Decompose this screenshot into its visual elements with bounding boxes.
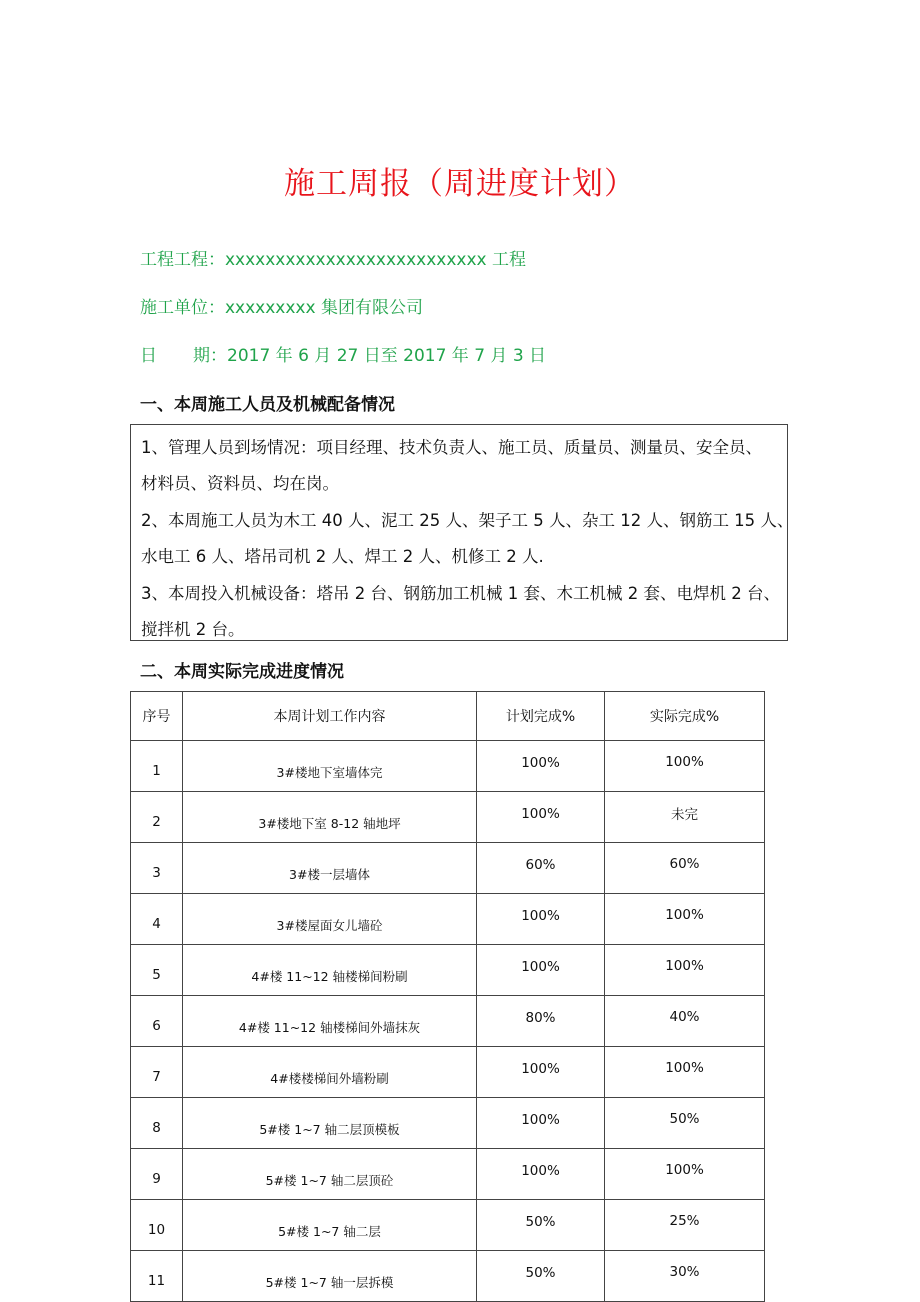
- row-number: 5: [131, 945, 183, 996]
- page-title: 施工周报（周进度计划）: [284, 166, 636, 202]
- progress-table-body: [131, 741, 765, 1302]
- table-row: [131, 843, 765, 894]
- project-label: 工程工程：: [140, 250, 225, 270]
- column-header-task: 本周计划工作内容: [183, 692, 477, 741]
- row-number: 11: [131, 1251, 183, 1302]
- row-actual-percent: 未完: [605, 792, 765, 843]
- row-actual-percent: 100%: [605, 894, 765, 945]
- column-header-plan: 计划完成%: [477, 692, 605, 741]
- date-line: [140, 341, 546, 366]
- row-actual-percent: 50%: [605, 1098, 765, 1149]
- progress-table: [130, 691, 765, 1302]
- row-number: 2: [131, 792, 183, 843]
- row-task: 4#楼楼梯间外墙粉刷: [183, 1047, 477, 1098]
- column-header-no: 序号: [131, 692, 183, 741]
- row-task: 3#楼地下室墙体完: [183, 741, 477, 792]
- row-planned-percent: 100%: [477, 945, 605, 996]
- unit-label: 施工单位：: [140, 298, 225, 318]
- row-actual-percent: 25%: [605, 1200, 765, 1251]
- row-task: 5#楼 1~7 轴二层顶模板: [183, 1098, 477, 1149]
- row-number: 6: [131, 996, 183, 1047]
- table-row: [131, 792, 765, 843]
- table-row: [131, 1251, 765, 1302]
- row-planned-percent: 100%: [477, 741, 605, 792]
- row-planned-percent: 80%: [477, 996, 605, 1047]
- project-value: xxxxxxxxxxxxxxxxxxxxxxxxxx 工程: [225, 250, 526, 270]
- summary-line: 水电工 6 人、塔吊司机 2 人、焊工 2 人、机修工 2 人.: [141, 547, 544, 566]
- row-planned-percent: 50%: [477, 1251, 605, 1302]
- row-task: 4#楼 11~12 轴楼梯间粉刷: [183, 945, 477, 996]
- row-task: 5#楼 1~7 轴一层拆模: [183, 1251, 477, 1302]
- summary-line: 2、本周施工人员为木工 40 人、泥工 25 人、架子工 5 人、杂工 12 人、钢筋工 15 人、: [141, 511, 794, 530]
- table-row: [131, 741, 765, 792]
- row-task: 3#楼屋面女儿墙砼: [183, 894, 477, 945]
- row-actual-percent: 100%: [605, 1047, 765, 1098]
- row-task: 3#楼一层墙体: [183, 843, 477, 894]
- row-actual-percent: 100%: [605, 1149, 765, 1200]
- row-actual-percent: 100%: [605, 945, 765, 996]
- table-row: [131, 1098, 765, 1149]
- section2-heading: 二、本周实际完成进度情况: [140, 662, 344, 682]
- row-actual-percent: 30%: [605, 1251, 765, 1302]
- row-task: 3#楼地下室 8-12 轴地坪: [183, 792, 477, 843]
- project-line: [140, 245, 526, 270]
- table-row: [131, 1149, 765, 1200]
- row-planned-percent: 100%: [477, 1098, 605, 1149]
- unit-line: [140, 293, 423, 318]
- row-planned-percent: 50%: [477, 1200, 605, 1251]
- table-row: [131, 945, 765, 996]
- row-number: 9: [131, 1149, 183, 1200]
- date-label-second: 期：: [193, 346, 227, 366]
- row-planned-percent: 100%: [477, 1149, 605, 1200]
- row-actual-percent: 60%: [605, 843, 765, 894]
- summary-line: 搅拌机 2 台。: [141, 620, 245, 639]
- row-task: 4#楼 11~12 轴楼梯间外墙抹灰: [183, 996, 477, 1047]
- summary-line: 材料员、资料员、均在岗。: [141, 474, 339, 493]
- row-number: 8: [131, 1098, 183, 1149]
- row-number: 10: [131, 1200, 183, 1251]
- table-row: [131, 1047, 765, 1098]
- row-actual-percent: 40%: [605, 996, 765, 1047]
- row-planned-percent: 100%: [477, 894, 605, 945]
- section1-heading: 一、本周施工人员及机械配备情况: [140, 395, 395, 415]
- date-value: 2017 年 6 月 27 日至 2017 年 7 月 3 日: [227, 346, 547, 366]
- row-number: 7: [131, 1047, 183, 1098]
- table-header-row: [131, 692, 765, 741]
- row-planned-percent: 60%: [477, 843, 605, 894]
- date-label-first: 日: [140, 346, 157, 366]
- summary-line: 3、本周投入机械设备：塔吊 2 台、钢筋加工机械 1 套、木工机械 2 套、电焊机 2 台、: [141, 584, 780, 603]
- table-row: [131, 1200, 765, 1251]
- row-actual-percent: 100%: [605, 741, 765, 792]
- row-task: 5#楼 1~7 轴二层: [183, 1200, 477, 1251]
- staffing-summary-box: [130, 424, 794, 641]
- column-header-actual: 实际完成%: [605, 692, 765, 741]
- summary-line: 1、管理人员到场情况：项目经理、技术负责人、施工员、质量员、测量员、安全员、: [141, 438, 762, 457]
- table-row: [131, 894, 765, 945]
- row-planned-percent: 100%: [477, 1047, 605, 1098]
- row-number: 1: [131, 741, 183, 792]
- row-number: 3: [131, 843, 183, 894]
- unit-value: xxxxxxxxx 集团有限公司: [225, 298, 423, 318]
- row-planned-percent: 100%: [477, 792, 605, 843]
- table-row: [131, 996, 765, 1047]
- row-number: 4: [131, 894, 183, 945]
- row-task: 5#楼 1~7 轴二层顶砼: [183, 1149, 477, 1200]
